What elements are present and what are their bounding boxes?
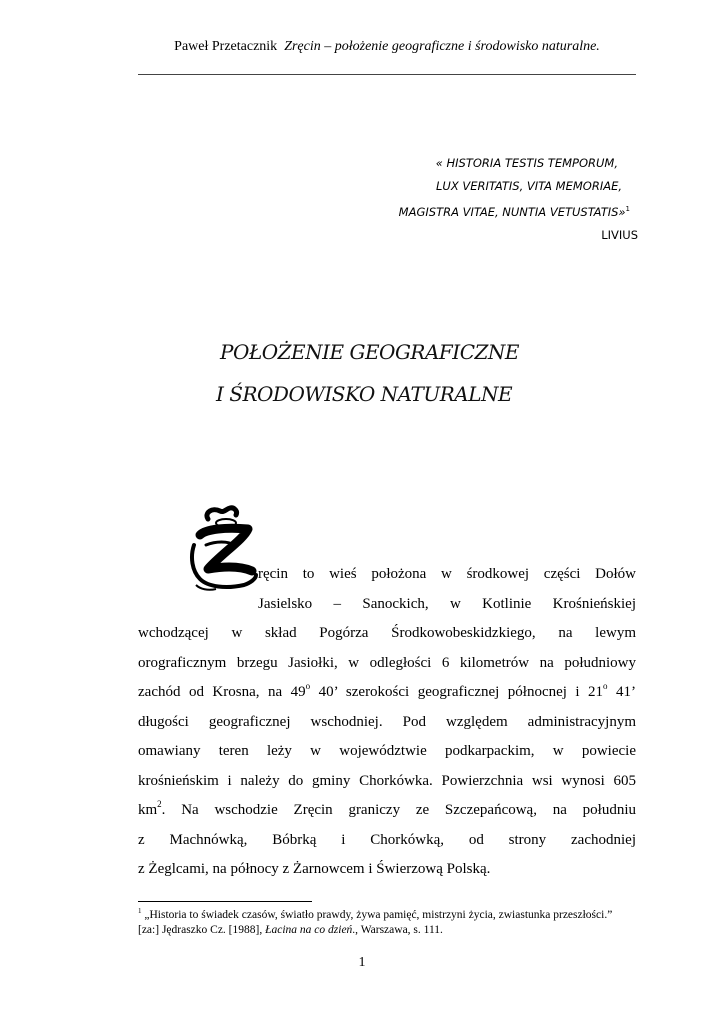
header-divider: [138, 74, 636, 75]
footnote-marker: 1: [138, 907, 142, 915]
header-title: Zręcin – położenie geograficzne i środowisko naturalne.: [284, 39, 600, 54]
chapter-title-line-2: I ŚRODOWISKO NATURALNE: [216, 382, 513, 406]
degree-mark: o: [603, 681, 608, 691]
paragraph-line: [138, 796, 636, 826]
paragraph-line: długości geograficznej wschodniej. Pod względem administracyjnym: [138, 713, 636, 730]
line-text: zachód od Krosna, na 49: [138, 684, 306, 700]
epigraph-line-2: LUX VERITATIS, VITA MEMORIAE,: [436, 179, 622, 193]
paragraph-line: Jasielsko – Sanockich, w Kotlinie Krośnieńskiej: [258, 595, 636, 612]
epigraph-line-1: « HISTORIA TESTIS TEMPORUM,: [435, 156, 618, 170]
footnote-divider: [138, 901, 312, 902]
footnote-text-end: ., Warszawa, s. 111.: [352, 924, 443, 936]
degree-mark: o: [305, 681, 311, 691]
paragraph-line: z Żeglcami, na północy z Żarnowcem i Świerzową Polską.: [138, 861, 491, 877]
main-paragraph: [138, 560, 636, 885]
epigraph-line-3-text: MAGISTRA VITAE, NUNTIA VETUSTATIS»: [398, 205, 626, 219]
paragraph-line: [138, 678, 636, 708]
page-header: [138, 38, 636, 56]
superscript: 2: [157, 799, 162, 809]
header-author: Paweł Przetacznik: [174, 39, 278, 54]
line-text: 41’: [607, 684, 636, 700]
epigraph-line-3: [399, 198, 630, 224]
paragraph-line: ręcin to wieś położona w środkowej części Dołów: [258, 566, 636, 582]
footnote: [138, 908, 636, 938]
paragraph-line: omawiany teren leży w województwie podkarpackim, w powiecie: [138, 743, 636, 759]
page-number: 1: [358, 955, 366, 970]
chapter-title-line-1: POŁOŻENIE GEOGRAFICZNE: [220, 340, 520, 364]
footnote-ref[interactable]: 1: [625, 205, 630, 213]
epigraph-author: LIVIUS: [601, 228, 638, 242]
paragraph-line: orograficznym brzegu Jasiołki, w odległości 6 kilometrów na południowy: [138, 654, 636, 671]
footnote-book-title: Łacina na co dzień: [265, 924, 353, 936]
paragraph-line: wchodzącej w skład Pogórza Środkowobeskidzkiego, na lewym: [138, 625, 636, 641]
line-text: km: [138, 802, 158, 818]
line-text: . Na wschodzie Zręcin graniczy ze Szczepańcową, na południu: [161, 802, 636, 818]
paragraph-line: z Machnówką, Bóbrką i Chorkówką, od strony zachodniej: [138, 831, 636, 848]
footnote-text: „Historia to świadek czasów, światło prawdy, żywa pamięć, mistrzyni życia, zwiastunka przeszłości.” [za:] Jędraszko Cz. [1988],: [138, 909, 613, 936]
line-text: 40’ szerokości geograficznej północnej i 21: [310, 684, 604, 700]
paragraph-line: krośnieńskim i należy do gminy Chorkówka. Powierzchnia wsi wynosi 605: [138, 772, 636, 789]
epigraph: [399, 152, 638, 247]
